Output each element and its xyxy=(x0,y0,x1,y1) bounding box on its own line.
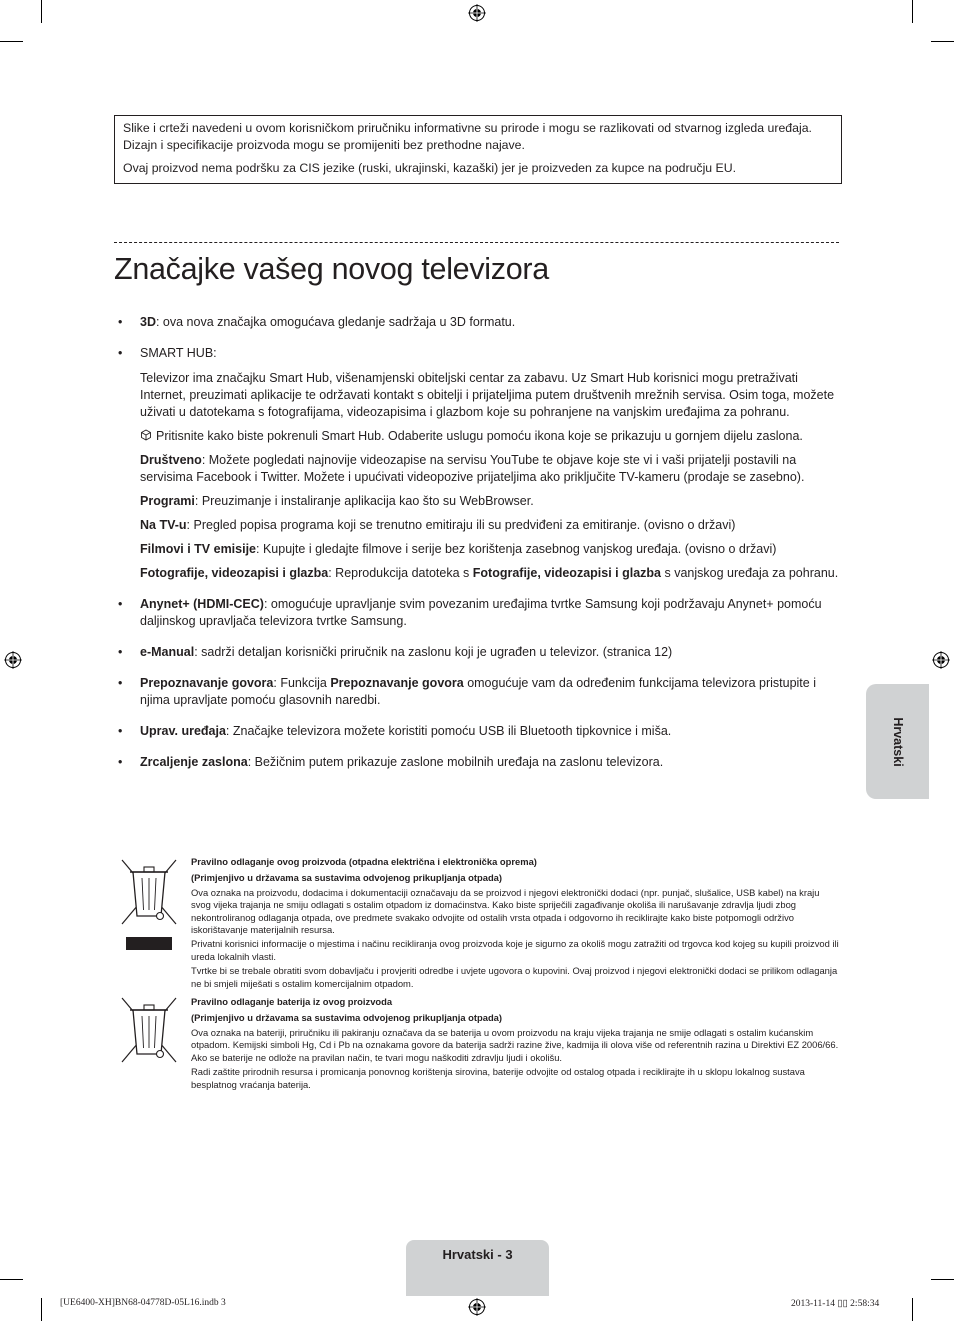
page-number-tab xyxy=(406,1240,549,1296)
feature-sub xyxy=(140,517,842,534)
feature-list xyxy=(114,314,842,771)
smart-hub-button-icon xyxy=(140,429,152,441)
registration-mark-icon xyxy=(932,651,950,669)
feature-text: omogućuje vam da određenim funkcijama televizora pristupite i njima upravljate pomoću glasovnih naredbi. xyxy=(140,676,816,707)
feature-text: : sadrži detaljan korisnički priručnik na zaslonu koji je ugrađen u televizor. (stranica 12) xyxy=(194,645,673,659)
feature-text: : Možete pogledati najnovije videozapise na servisu YouTube te objave koje ste vi i vaši prijatelji postavili na servisima Facebook i Twitter. Možete i upućivati videopozive prijateljima ako priključite TV-kameru (prodaje se zasebno). xyxy=(140,453,805,484)
print-footer-timestamp: 2013-11-14 ▯▯ 2:58:34 xyxy=(791,1299,880,1309)
feature-text: : Kupujte i gledajte filmove i serije bez korištenja zasebnog vanjskog uređaja. (ovisno o državi) xyxy=(256,542,777,556)
crop-mark xyxy=(0,1279,23,1280)
feature-text: Pritisnite kako biste pokrenuli Smart Hub. Odaberite uslugu pomoću ikona koje se prikazuju u gornjem dijelu zaslona. xyxy=(156,429,803,443)
crop-mark xyxy=(931,1279,954,1280)
list-item xyxy=(114,644,842,661)
feature-sub xyxy=(140,452,842,486)
feature-term: Programi xyxy=(140,494,195,508)
page-number: Hrvatski - 3 xyxy=(442,1247,513,1262)
bullet: • xyxy=(118,676,123,690)
bullet: • xyxy=(118,315,123,329)
language-side-tab xyxy=(866,684,929,799)
weee-subtitle: (Primjenjivo u državama sa sustavima odvojenog prikupljanja otpada) xyxy=(191,872,503,884)
language-label: Hrvatski xyxy=(890,716,905,767)
crossed-bin-icon xyxy=(120,858,178,952)
feature-text: : xyxy=(213,346,217,360)
feature-sub xyxy=(140,493,842,510)
battery-notice xyxy=(114,996,840,1091)
registration-mark-icon xyxy=(468,4,486,22)
feature-sub xyxy=(140,565,842,582)
feature-term: Društveno xyxy=(140,453,202,467)
weee-text: Tvrtke bi se trebale obratiti svom dobavljaču i provjeriti odredbe i uvjete ugovora o kupovini. Ovaj proizvod i njegovi elektronički dodaci se prilikom odlaganja ne bi smjeli miješati s ostalim komercijalnim otpadom. xyxy=(191,965,838,989)
feature-term: e-Manual xyxy=(140,645,195,659)
notice-text: Slike i crteži navedeni u ovom korisničkom priručniku informativne su prirode i mogu se razlikovati od stvarnog izgleda uređaja. Dizajn i specifikacije proizvoda mogu se promijeniti bez prethodne najave. xyxy=(123,121,812,152)
weee-title: Pravilno odlaganje ovog proizvoda (otpadna električna i elektronička oprema) xyxy=(191,856,537,867)
feature-text: : Značajke televizora možete koristiti pomoću USB ili Bluetooth tipkovnice i miša. xyxy=(225,724,672,738)
list-item xyxy=(114,723,842,740)
list-item xyxy=(114,345,842,582)
feature-text: : omogućuje upravljanje svim povezanim uređajima tvrtke Samsung koji podržavaju Anynet+ pomoću daljinskog upravljača televizora tvrtke Samsung. xyxy=(140,597,822,628)
feature-text: : Funkcija xyxy=(273,676,331,690)
feature-term: Zrcaljenje zaslona xyxy=(140,755,248,769)
feature-term: Prepoznavanje govora xyxy=(330,676,464,690)
feature-text: Televizor ima značajku Smart Hub, višenamjenski obiteljski centar za zabavu. Uz Smart Hub korisnici mogu pretraživati Internet, preuzimati aplikacije te održavati kontakt s obitelji i prijateljima putem društvenih mrežnih servisa. Osim toga, možete uživati u datotekama s fotografijama, videozapisima i glazbom koje su pohranjene na vanjskim uređajima za pohranu. xyxy=(140,371,835,419)
list-item xyxy=(114,314,842,331)
feature-sub xyxy=(140,541,842,558)
feature-term: Anynet+ (HDMI-CEC) xyxy=(140,597,264,611)
weee-notice xyxy=(114,856,840,990)
feature-term: Fotografije, videozapisi i glazba xyxy=(140,566,329,580)
registration-mark-icon xyxy=(468,1298,486,1316)
feature-text: : Preuzimanje i instaliranje aplikacija kao što su WebBrowser. xyxy=(194,494,534,508)
feature-text: : ova nova značajka omogućava gledanje sadržaja u 3D formatu. xyxy=(155,315,516,329)
registration-mark-icon xyxy=(4,651,22,669)
feature-term: Fotografije, videozapisi i glazba xyxy=(472,566,661,580)
battery-text: Radi zaštite prirodnih resursa i promicanja ponovnog korištenja sirovina, baterije odvojite od ostalog otpada i reciklirajte ih u sklopu lokalnog sustava besplatnog vraćanja baterija. xyxy=(191,1066,805,1090)
battery-title: Pravilno odlaganje baterija iz ovog proizvoda xyxy=(191,996,393,1008)
list-item xyxy=(114,754,842,771)
feature-term: SMART HUB xyxy=(140,346,214,360)
bullet: • xyxy=(118,597,123,611)
bullet: • xyxy=(118,346,123,360)
feature-text: s vanjskog uređaja za pohranu. xyxy=(661,566,839,580)
disposal-section xyxy=(114,856,840,1091)
page-title: Značajke vašeg novog televizora xyxy=(114,252,549,286)
notice-box xyxy=(114,115,842,184)
feature-text: : Pregled popisa programa koji se trenutno emitiraju ili su predviđeni za emitiranje. (ovisno o državi) xyxy=(186,518,736,532)
crossed-bin-icon xyxy=(120,996,178,1066)
feature-term: Prepoznavanje govora xyxy=(140,676,274,690)
crop-mark xyxy=(0,41,23,42)
feature-term: Uprav. uređaja xyxy=(140,724,226,738)
feature-note xyxy=(140,428,842,445)
list-item xyxy=(114,596,842,630)
bullet: • xyxy=(118,724,123,738)
crop-mark xyxy=(912,0,913,23)
bullet: • xyxy=(118,645,123,659)
list-item xyxy=(114,675,842,709)
crop-mark xyxy=(912,1298,913,1321)
battery-subtitle: (Primjenjivo u državama sa sustavima odvojenog prikupljanja otpada) xyxy=(191,1012,503,1024)
weee-text: Ova oznaka na proizvodu, dodacima i dokumentaciji označavaju da se proizvod i njegovi elektronički dodaci (npr. punjač, slušalice, USB kabel) na kraju svog vijeka trajanja ne smiju odlagati s ostalim otpadom iz domaćinstva. Kako biste spriječili zagađivanje okoliša ili narušavanje zdravlja ljudi zbog nekontroliranog odlaganja otpada, ove predmete svakako odvojite od ostalih vrsta otpada i odgovorno ih reciklirajte kako biste potpomogli održivo iskorištavanje materijalnih resursa. xyxy=(191,886,820,936)
crop-mark xyxy=(41,1298,42,1321)
feature-term: Filmovi i TV emisije xyxy=(140,542,257,556)
feature-term: Na TV-u xyxy=(140,518,187,532)
feature-text: : Reprodukcija datoteka s xyxy=(328,566,473,580)
notice-text: Ovaj proizvod nema podršku za CIS jezike (ruski, ukrajinski, kazaški) jer je proizveden za kupce na području EU. xyxy=(123,161,737,175)
crop-mark xyxy=(931,41,954,42)
bullet: • xyxy=(118,755,123,769)
section-divider xyxy=(114,242,839,243)
battery-text: Ova oznaka na bateriji, priručniku ili pakiranju označava da se baterija u ovom proizvodu na kraju vijeka trajanja ne smije odlagati s ostalim kućanskim otpadom. Kemijski simboli Hg, Cd i Pb na oznakama govore da baterija sadrži razine žive, kadmija ili olova više od referentnih razina u Direktivi EZ 2006/66. Ako se baterije ne odlože na pravilan način, te tvari mogu naškoditi zdravlju ljudi i okolišu. xyxy=(191,1026,839,1063)
print-footer-file: [UE6400-XH]BN68-04778D-05L16.indb 3 xyxy=(60,1298,226,1308)
feature-text: : Bežičnim putem prikazuje zaslone mobilnih uređaja na zaslonu televizora. xyxy=(247,755,664,769)
crop-mark xyxy=(41,0,42,23)
feature-term: 3D xyxy=(140,315,156,329)
weee-text: Privatni korisnici informacije o mjestima i načinu recikliranja ovog proizvoda koje je sigurno za okoliš mogu zatražiti od trgovca kod kojeg su kupili proizvod ili ureda lokalnih vlasti. xyxy=(191,938,839,962)
